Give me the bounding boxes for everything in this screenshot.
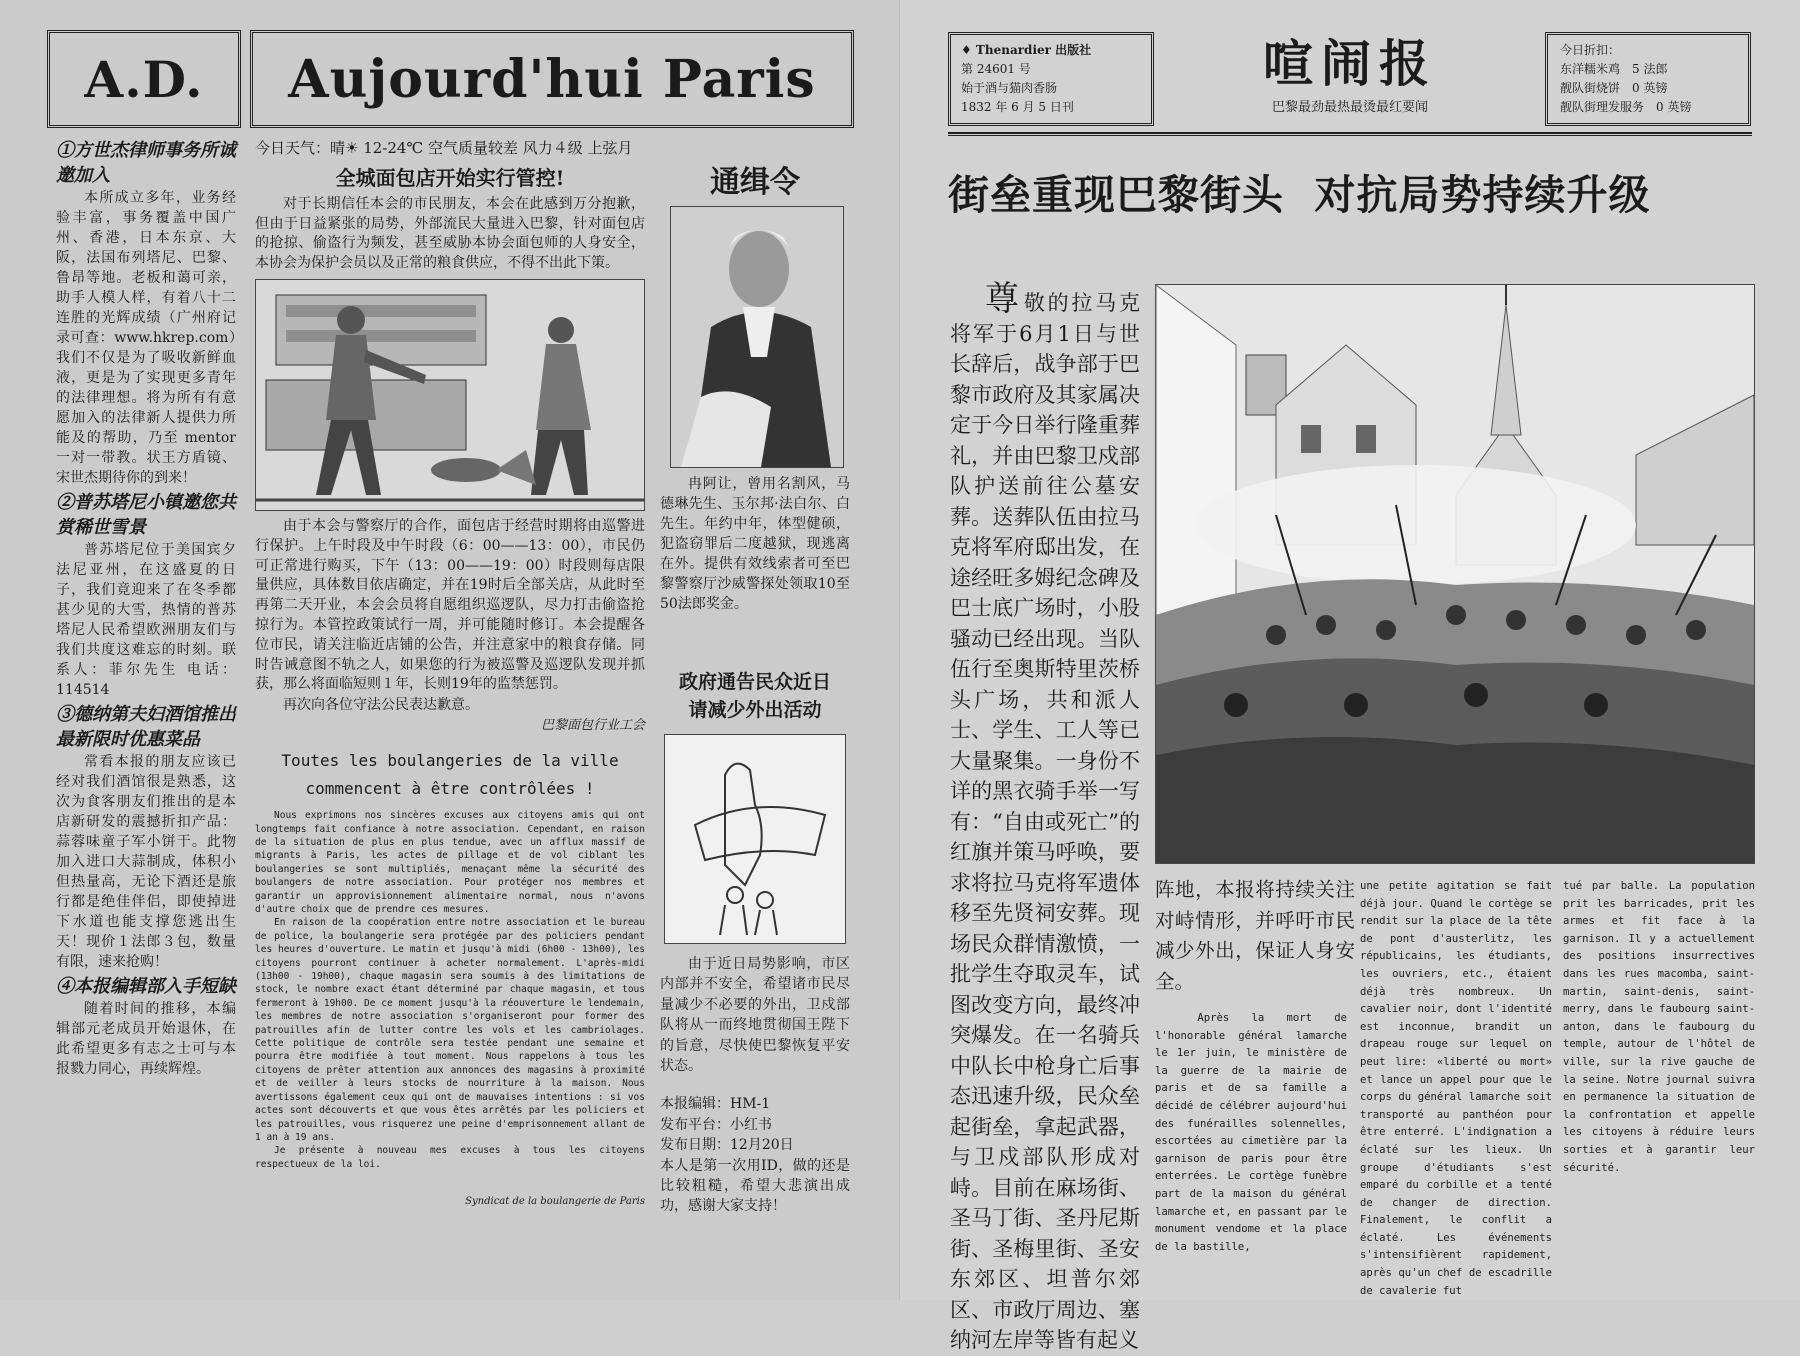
weather-line: 今日天气：晴☀ 12-24℃ 空气质量较差 风力４级 上弦月 xyxy=(255,139,633,157)
bakery-paragraph-2: 由于本会与警察厅的合作，面包店于经营时期将由巡警进行保护。上午时段及中午时段（6：00——13：00），市民仍可正常进行购买，下午（13：00——19：00）时段则每店限量供应，具体数目依店确定，并在19时后全部关店，从此时至再第二天开业，本会会员将自愿组织巡逻队，尽力打击偷盗抢掠行为。本管控政策试行一周，并可能随时修订。本会提醒各位市民，请关注临近店铺的公告，并注意家中的粮食存储。同时告诫意图不轨之人，如果您的行为被巡警及巡逻队发现并抓获，那么将面临短则１年，长则19年的监禁惩罚。 xyxy=(255,518,645,693)
publisher-line-4: 1832 年 6 月 5 日刊 xyxy=(961,100,1074,114)
classified-3-title: ③德纳第夫妇酒馆推出最新限时优惠菜品 xyxy=(56,704,236,750)
classified-4-body: 随着时间的推移，本编辑部元老成员开始退休，在此希望更多有志之士可与本报戮力同心，再续辉煌。 xyxy=(56,1001,236,1077)
article-french-col-2: une petite agitation se fait déjà jour. Quand le cortège se rendit sur la place de la tête de pont d'austerlitz, les républicains, les étudiants, les ouvriers, etc., étaient déjà très nombreux. Un cavalier noir, dont l'identité est inconnue, brandit un drapeau rouge sur lequel on peut lire: «liberté ou mort» et lance un appel pour que le corps du général lamarche soit transporté au panthéon pour être enterré. L'indignation a éclaté sur les lieux. Un groupe d'étudiants s'est emparé du corbille et a tenté de changer de direction. Finalement, le conflit a éclaté. Les événements s'intensifièrent rapidement, après qu'un chef de escadrille de cavalerie fut xyxy=(1360,880,1552,1297)
editor-line: 本报编辑：HM-1 xyxy=(660,1096,771,1113)
masthead-center xyxy=(1170,30,1530,130)
discount-line-1: 今日折扣： xyxy=(1560,43,1621,57)
bakery-article xyxy=(255,163,645,1233)
barricade-engraving-icon xyxy=(1156,285,1754,863)
publisher-line-2: 第 24601 号 xyxy=(961,62,1031,76)
article-french-col-1: Après la mort de l'honorable général lamarche le 1er juin, le ministère de la guerre de la mairie de paris et de sa famille a décidé de célébrer aujourd'hui des funérailles solennelles, escortées au cimetière par la garnison de paris pour être enterrées. Le cortège funèbre part de la maison du général lamarche et, en passant par le monument vendome et la place de la bastille, xyxy=(1155,1012,1347,1253)
article-dropcap: 尊 xyxy=(985,279,1022,319)
bakery-french-paragraph-2: En raison de la coopération entre notre association et le bureau de police, la boulangerie sera protégée par des policiers pendant les heures d'ouverture. Le matin et jusqu'à midi (6h00 - 13h00), les citoyens pourront continuer à acheter normalement. L'après-midi (13h00 - 19h00), chaque magasin sera soumis à des limitations de stock, le nombre exact étant déterminé par chaque magasin, et tous fermeront à 19h00. De ce moment jusqu'à la réouverture le lendemain, les membres de notre association s'organiseront pour former des patrouilles afin de lutter contre les vols et les cambriolages. Cette politique de contrôle sera testée pendant une semaine et pourra être modifiée à tout moment. Nous rappelons à tous les citoyens de prêter attention aux annonces des magasins à proximité et de veiller à leurs stocks de nourriture à la maison. Nous avertissons également ceux qui ont de mauvaises intentions : si vos actes sont découverts et que vous êtes arrêtés par les policiers et les patrouilles, vous risquerez une peine d'emprisonnement allant de 1 an à 19 ans. xyxy=(255,917,645,1143)
bakery-french-paragraph-1: Nous exprimons nos sincères excuses aux citoyens amis qui ont longtemps fait confiance à notre association. Cependant, en raison de la situation de plus en plus tendue, avec un afflux massif de migrants à Paris, les actes de pillage et de vol ciblant les boulangeries se sont multipliés, menaçant même la sécurité des boulangers de notre association. Pour protéger nos membres et garantir un approvisionnement alimentaire normal, nous n'avons d'autre choix que de prendre ces mesures. xyxy=(255,810,645,916)
wanted-body: 冉阿让，曾用名割风，马德琳先生、玉尔邦·法白尔、白先生。年约中年，体型健硕，犯盗窃罪后二度越狱，现逃离在外。提供有效线索者可至巴黎警察厅沙威警探处领取10至50法郎奖金。 xyxy=(660,476,850,612)
discount-line-4: 靓队街理发服务 0 英镑 xyxy=(1560,100,1692,114)
discount-line-3: 靓队街烧饼 0 英镑 xyxy=(1560,81,1668,95)
masthead-ad: A.D. xyxy=(84,49,204,109)
bakery-paragraph-3: 再次向各位守法公民表达歉意。 xyxy=(283,697,479,714)
classified-2-title: ②普苏塔尼小镇邀您共赏稀世雪景 xyxy=(56,492,236,538)
government-notice xyxy=(660,668,850,1268)
wanted-portrait xyxy=(670,206,844,468)
publisher-box xyxy=(948,32,1154,126)
classified-1-body: 本所成立多年，业务经验丰富，事务覆盖中国广州、香港，日本东京、大阪，法国布列塔尼、巴黎、鲁昂等地。老板和蔼可亲，助手人模人样，有着八十二连胜的光辉成绩（广州府记录可查：www.hkrep.com）我们不仅是为了吸收新鲜血液，更是为了实现更多青年的法律理想。将为所有有意愿加入的法律新人提供力所能及的帮助，乃至 mentor 一对一带教。状王方盾镜、宋世杰期待你的到来！ xyxy=(56,190,236,486)
classifieds-column xyxy=(56,138,236,1258)
baker-engraving-icon xyxy=(256,280,644,510)
bakery-signature: 巴黎面包行业工会 xyxy=(540,718,645,734)
left-page xyxy=(0,0,900,1300)
sketch-icon xyxy=(665,735,845,943)
bakery-french-title-1: Toutes les boulangeries de la ville xyxy=(281,751,619,771)
notice-title-2: 请减少外出活动 xyxy=(688,699,822,721)
bakery-title: 全城面包店开始实行管控! xyxy=(335,166,565,190)
classified-3-body: 常看本报的朋友应该已经对我们酒馆很是熟悉，这次为食客朋友们推出的是本店新研发的震撼折扣产品：蒜蓉味童子军小饼干。此物加入进口大蒜制成，体积小但热量高，无论下酒还是旅行都是绝佳伴侣，即使掉进下水道也能支撑您逃出生天！现价１法郎３包，数量有限，速来抢购！ xyxy=(56,754,236,970)
masthead-subtitle: 巴黎最劲最热最烫最红要闻 xyxy=(1271,100,1428,115)
wanted-title: 通缉令 xyxy=(710,165,800,200)
discount-line-2: 东洋糯米鸡 5 法郎 xyxy=(1560,62,1668,76)
article-continuation: 阵地，本报将持续关注对峙情形，并呼吁市民减少外出，保证人身安全。 xyxy=(1155,878,1355,993)
main-article xyxy=(950,279,1141,1352)
headline: 街垒重现巴黎街头 对抗局势持续升级 xyxy=(948,171,1651,219)
portrait-icon xyxy=(671,207,843,467)
bakery-french-paragraph-3: Je présente à nouveau mes excuses à tous les citoyens respectueux de la loi. xyxy=(255,1145,645,1170)
masthead-rule xyxy=(948,132,1752,136)
publisher-line-1: ♦ Thenardier 出版社 xyxy=(961,43,1092,57)
notice-sketch xyxy=(664,734,846,944)
baker-illustration xyxy=(255,279,645,511)
barricade-illustration xyxy=(1155,284,1755,864)
notice-body: 由于近日局势影响，市区内部并不安全，希望诸市民尽量减少不必要的外出，卫戍部队将从一而终地贯彻国王陛下的旨意，尽快使巴黎恢复平安状态。 xyxy=(660,956,850,1075)
masthead-title: Aujourd'hui Paris xyxy=(288,48,816,110)
article-french-col-3: tué par balle. La population prit les barricades, prit les armes et fit face à la garnison. Il y a actuellement des positions insurrectives dans les rues macomba, saint-martin, saint-denis, saint-merry, dans le faubourg saint-anton, dans le faubourg du temple, autour de l'hôtel de ville, sur la rive gauche de la seine. Notre journal suivra en permanence la situation de la confrontation et appelle les citoyens à réduire leurs sorties et à garantir leur sécurité. xyxy=(1563,880,1755,1174)
right-page xyxy=(900,0,1800,1352)
bakery-french-signature: Syndicat de la boulangerie de Paris xyxy=(465,1196,645,1208)
classified-4-title: ④本报编辑部入手短缺 xyxy=(56,976,236,997)
bakery-french-title-2: commencent à être contrôlées ! xyxy=(305,779,595,799)
discount-box xyxy=(1545,32,1751,126)
publisher-line-3: 始于酒与猫肉香肠 xyxy=(961,81,1058,95)
author-note: 本人是第一次用ID，做的还是比较粗糙，希望大悲演出成功，感谢大家支持！ xyxy=(660,1157,850,1215)
masthead-title-box xyxy=(250,30,854,128)
wanted-notice xyxy=(660,160,850,660)
masthead-ad-box xyxy=(47,30,241,128)
bakery-paragraph-1: 对于长期信任本会的市民朋友，本会在此感到万分抱歉，但由于日益紧张的局势，外部流民大量进入巴黎，针对面包店的抢掠、偷盗行为频发，甚至威胁本协会面包师的人身安全，本协会为保护会员以及正常的粮食供应，不得不出此下策。 xyxy=(255,196,645,271)
article-body: 敬的拉马克将军于6月1日与世长辞后，战争部于巴黎市政府及其家属决定于今日举行隆重葬礼，并由巴黎卫戍部队护送前往公墓安葬。送葬队伍由拉马克将军府邸出发，在途经旺多姆纪念碑及巴士底广场时，小股骚动已经出现。当队伍行至奥斯特里茨桥头广场，共和派人士、学生、工人等已大量聚集。一身份不详的黑衣骑手举一写有：“自由或死亡”的红旗并策马呼唤，要求将拉马克将军遗体移至先贤祠安葬。现场民众群情激愤，一批学生夺取灵车，试图改变方向，最终冲突爆发。在一名骑兵中队长中枪身亡后事态迅速升级，民众垒起街垒，拿起武器，与卫戍部队形成对峙。目前在麻场街、圣马丁街、圣丹尼斯街、圣梅里街、圣安东郊区、坦普尔郊区、市政厅周边、塞纳河左岸等皆有起义 xyxy=(950,291,1141,1352)
masthead-xuannao: 喧闹报 xyxy=(1263,34,1437,93)
date-line: 发布日期：12月20日 xyxy=(660,1137,794,1154)
notice-title-1: 政府通告民众近日 xyxy=(678,671,831,693)
classified-1-title: ①方世杰律师事务所诚邀加入 xyxy=(56,140,236,186)
classified-2-body: 普苏塔尼位于美国宾夕法尼亚州，在这盛夏的日子，我们竟迎来了在冬季都甚少见的大雪，热情的普苏塔尼人民希望欧洲朋友们与我们共度这难忘的时刻。联系人：菲尔先生 电话：114514 xyxy=(56,542,236,698)
platform-line: 发布平台：小红书 xyxy=(660,1116,772,1133)
